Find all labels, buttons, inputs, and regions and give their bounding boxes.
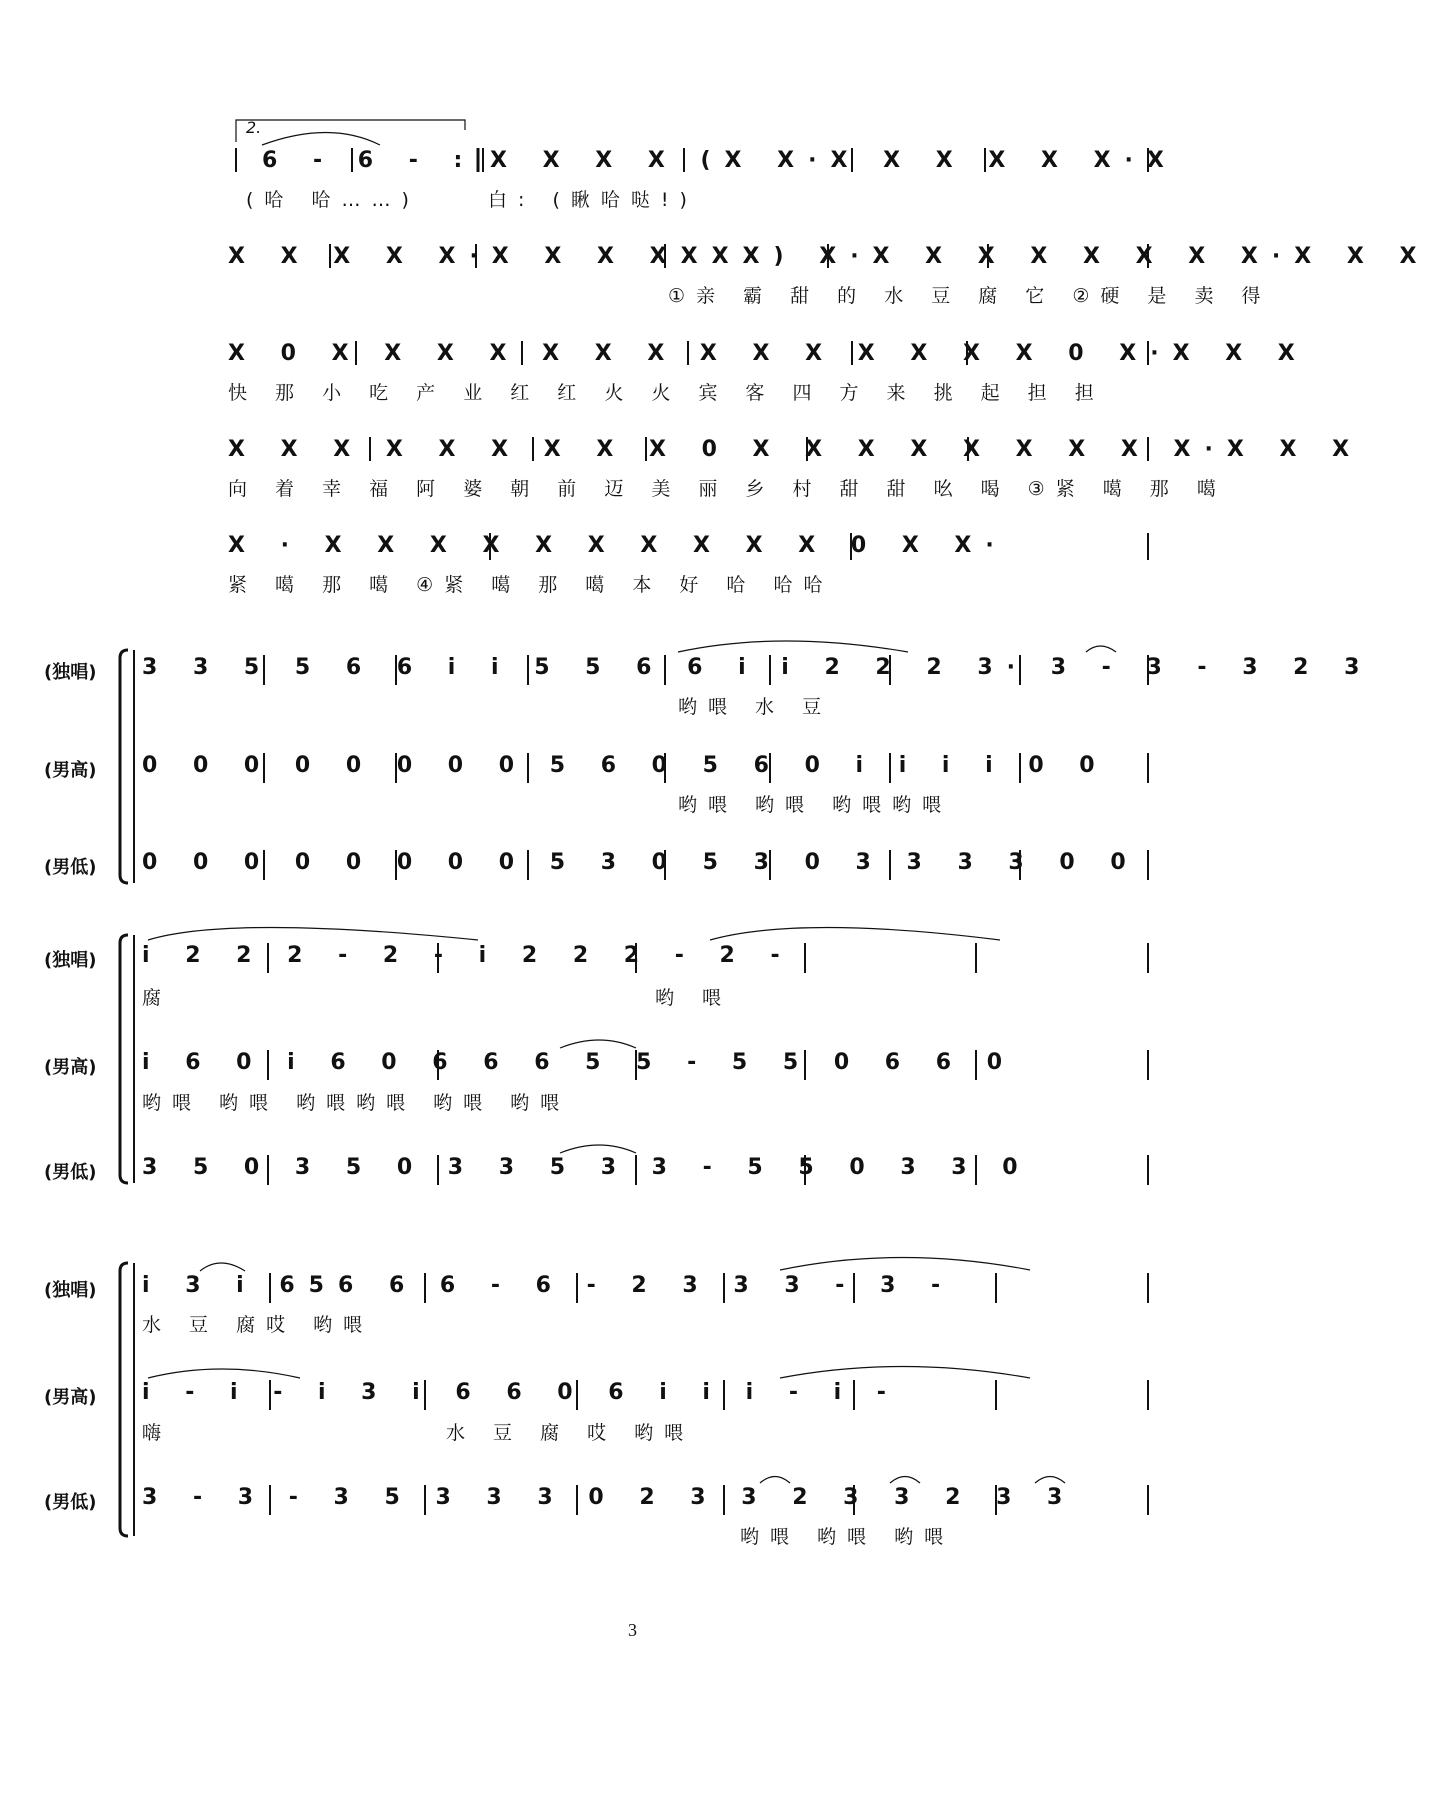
sys1-tenor-notes: 0 0 0 0 0 0 0 0 5 6 0 5 6 0 i i i i 0 0 <box>142 753 1109 778</box>
sys1-bass-notes: 0 0 0 0 0 0 0 0 5 3 0 5 3 0 3 3 3 3 0 0 <box>142 850 1140 875</box>
part-label-bass: (男低) <box>44 1492 97 1513</box>
sys2-tenor-notes: i 6 0 i 6 0 6 6 6 5 5 - 5 5 0 6 6 0 <box>142 1050 1017 1075</box>
sys3-tenor-lyric-b: 水 豆 腐 哎 哟喂 <box>446 1422 695 1444</box>
part-label-tenor: (男高) <box>44 1387 97 1408</box>
sys3-tenor-lyric-a: 嗨 <box>142 1422 173 1444</box>
sys2-solo-lyric-a: 腐 <box>142 987 173 1009</box>
sys3-bass-notes: 3 - 3 - 3 5 3 3 3 0 2 3 3 2 3 3 2 3 3 <box>142 1485 1077 1510</box>
sys3-solo-lyric: 水 豆 腐哎 哟喂 <box>142 1314 374 1336</box>
sys1-solo-lyric: 哟喂 水 豆 <box>678 696 833 718</box>
part-label-solo: (独唱) <box>44 662 97 683</box>
line4-notes: X X X X X X X X X 0 X X X X X X X X X·X X X <box>228 437 1364 462</box>
line1-lyric-b: 白: (瞅哈哒!) <box>488 189 698 211</box>
sys3-tenor-notes: i - i - i 3 i 6 6 0 6 i i i - i - <box>142 1380 900 1405</box>
line2-lyric: ①亲 霸 甜 的 水 豆 腐 它 ②硬 是 卖 得 <box>668 285 1272 307</box>
sys3-solo-notes: i 3 i 656 6 6 - 6 - 2 3 3 3 - 3 - <box>142 1273 955 1298</box>
part-label-bass: (男低) <box>44 1162 97 1183</box>
sys2-tenor-lyric: 哟喂 哟喂 哟喂哟喂 哟喂 哟喂 <box>142 1092 571 1114</box>
line3-lyric: 快 那 小 吃 产 业 红 红 火 火 宾 客 四 方 来 挑 起 担 担 <box>228 382 1105 404</box>
part-label-solo: (独唱) <box>44 950 97 971</box>
sys1-solo-notes: 3 3 5 5 6 6 i i 5 5 6 6 i i 2 2 2 3· 3 - 3 - 3 2 3 <box>142 655 1374 680</box>
line1-lyric-a: (哈 哈……) <box>246 189 420 211</box>
sys2-solo-notes: i 2 2 2 - 2 - i 2 2 2 - 2 - <box>142 943 794 968</box>
part-label-solo: (独唱) <box>44 1280 97 1301</box>
line3-notes: X 0 X X X X X X X X X X X X X X 0 X·X X X <box>228 341 1309 366</box>
line5-lyric: 紧 噶 那 噶 ④紧 噶 那 噶 本 好 哈 哈哈 <box>228 574 834 596</box>
part-label-tenor: (男高) <box>44 1057 97 1078</box>
line4-lyric: 向 着 幸 福 阿 婆 朝 前 迈 美 丽 乡 村 甜 甜 吆 喝 ③紧 噶 那 噶 <box>228 478 1227 500</box>
sys2-solo-lyric-b: 哟 喂 <box>655 987 733 1009</box>
line2-notes: X X X X X·X X X XXXX) X·X X X X X X X X·X X X <box>228 244 1430 269</box>
line1-notes-a: 6 - 6 - : <box>262 148 477 173</box>
sys3-bass-lyric: 哟喂 哟喂 哟喂 <box>740 1526 955 1548</box>
sys1-tenor-lyric: 哟喂 哟喂 哟喂哟喂 <box>678 794 953 816</box>
line5-notes: X · X X X X X X X X X X 0 X X· <box>228 533 1008 558</box>
page-number: 3 <box>628 1620 637 1640</box>
sys2-bass-notes: 3 5 0 3 5 0 3 3 5 3 3 - 5 5 0 3 3 0 <box>142 1155 1032 1180</box>
part-label-bass: (男低) <box>44 857 97 878</box>
volta-number: 2. <box>246 118 262 137</box>
part-label-tenor: (男高) <box>44 760 97 781</box>
line1-notes-b: X X X X (X X·X X X X X X·X <box>490 148 1178 173</box>
